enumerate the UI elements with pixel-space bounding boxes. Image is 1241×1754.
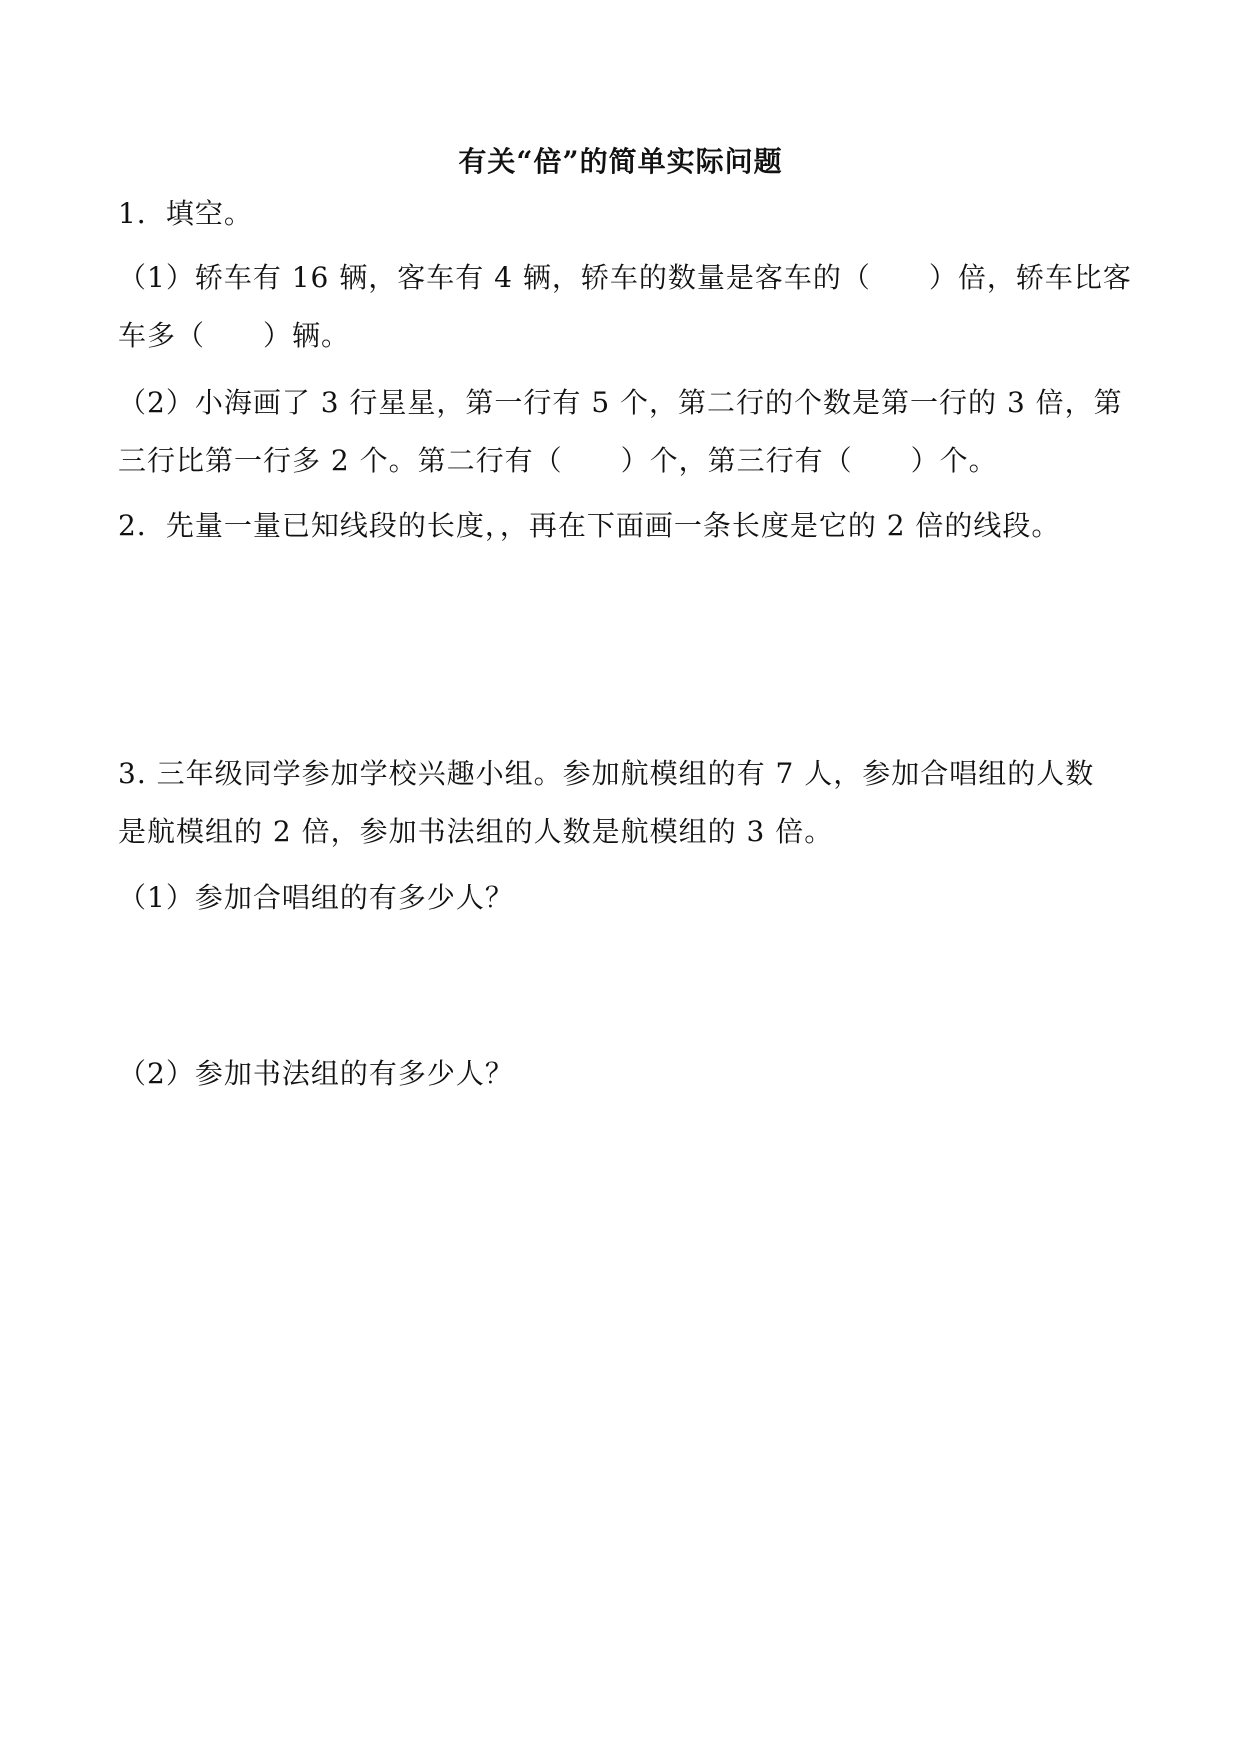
question-1-heading: 1．填空。 [118,197,253,230]
question-3-sub-2: （2）参加书法组的有多少人？ [118,1057,514,1090]
question-3-line-1: 3. 三年级同学参加学校兴趣小组。参加航模组的有 7 人，参加合唱组的人数 [118,757,1095,790]
question-1-part-2-line-1: （2）小海画了 3 行星星，第一行有 5 个，第二行的个数是第一行的 3 倍，第 [118,386,1123,419]
question-3-sub-1: （1）参加合唱组的有多少人？ [118,881,514,914]
question-1-part-1-line-1: （1）轿车有 16 辆，客车有 4 辆，轿车的数量是客车的（ ）倍，轿车比客 [118,261,1132,294]
question-3-line-2: 是航模组的 2 倍，参加书法组的人数是航模组的 3 倍。 [118,815,834,848]
question-2-text: 2．先量一量已知线段的长度，，再在下面画一条长度是它的 2 倍的线段。 [118,509,1061,542]
page-title: 有关“倍”的简单实际问题 [458,145,783,178]
question-1-part-1-line-2: 车多（ ）辆。 [118,319,351,352]
question-1-part-2-line-2: 三行比第一行多 2 个。第二行有（ ）个，第三行有（ ）个。 [118,444,998,477]
